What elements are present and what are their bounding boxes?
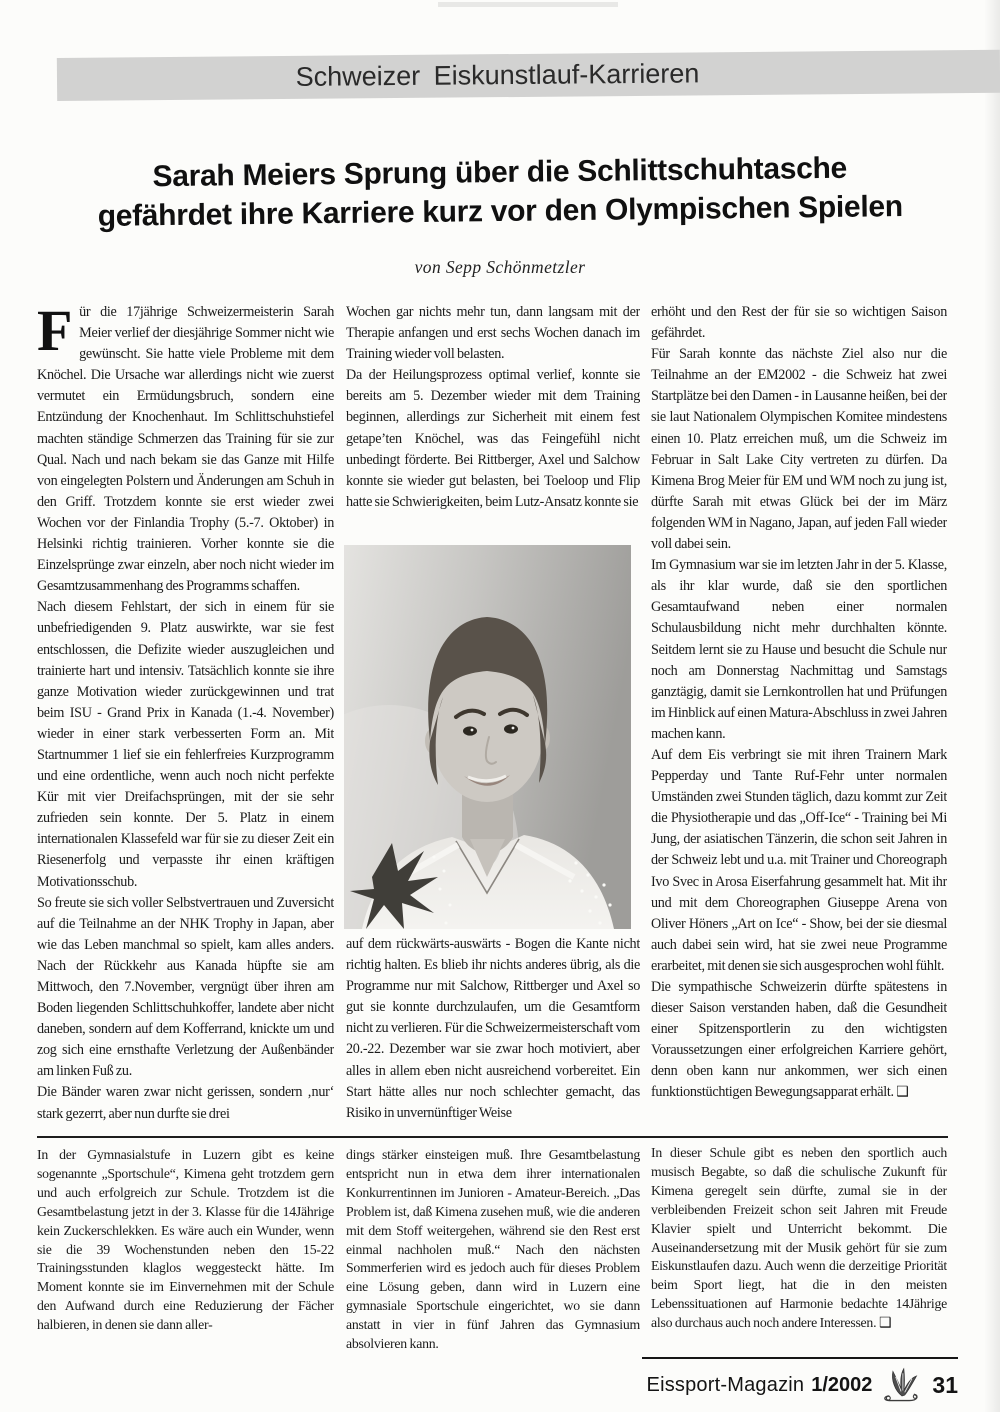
byline: von Sepp Schönmetzler: [414, 257, 586, 277]
page-number: 31: [932, 1371, 958, 1398]
portrait-illustration: [344, 545, 631, 929]
article-headline: [0, 147, 1000, 237]
paragraph: So freute sie sich voller Selbstvertrauen und Zuversicht auf die Teilnahme an der NHK Trophy in Japan, aber wie das Leben manchmal so spielt, kam alles anders. Nach der Rückkehr aus Kanada hüpfte sie am Mittwoch, den 7.November, vergnügt über ihren am Boden liegenden Schlittschuhkoffer, landete aber nicht daneben, sondern auf dem Kofferrand, knickte um und zog sich eine ernsthafte Verletzung der Außenbänder am linken Fuß zu.: [37, 894, 334, 1080]
paragraph: Auf dem Eis verbringt sie mit ihren Trainern Mark Pepperday und Tante Ruf-Fehr unter normalen Umständen zwei Stunden täglich, dazu kommt zur Zeit die Physiotherapie und das „Off-Ice“ - Training bei Mi Jung, der asiatischen Tänzerin, die schon seit Jahren in der Schweiz lebt und u.a. mit Trainer und Choreograph Ivo Svec in Arosa Eiserfahrung gesammelt hat. Mit ihr und mit dem Choreographen Giuseppe Arena von Oliver Höners „Art on Ice“ - Show, bei der sie diesmal auch dabei sein wird, hat sie zwei neue Programme erarbeitet, mit denen sie sich ausgesprochen wohl fühlt.: [651, 746, 947, 974]
paragraph: Im Gymnasium war sie im letzten Jahr in der 5. Klasse, als ihr klar wurde, daß sie den sportlichen Gesamtaufwand neben einer normalen Schulausbildung nicht mehr durchhalten könnte. Seitdem lernt sie zu Hause und besucht die Schule nur noch am Donnerstag Nachmittag und Samstags ganztägig, damit sie Lernkontrollen hat und Prüfungen im Hinblick auf einen Matura-Abschluss in zwei Jahren machen kann.: [651, 557, 947, 742]
paragraph: Die sympathische Schweizerin dürfte spätestens in dieser Saison verstanden haben, daß die Gesundheit einer Spitzensportlerin zu den wichtigsten Voraussetzungen einer erfolgreichen Karriere gehört, denn oben kann nur ankommen, wer sich einen funktionstüchtigen Bewegungsapparat erhält. ❑: [651, 979, 947, 1101]
paragraph: Wochen gar nichts mehr tun, dann langsam mit der Therapie anfangen und erst sechs Wochen danach im Training wieder voll belasten.: [346, 304, 640, 363]
scan-artifact: [438, 2, 618, 7]
column-2-below-photo: [346, 934, 640, 1136]
winged-skate-icon: [882, 1366, 922, 1404]
issue-number: 1/2002: [811, 1373, 873, 1396]
paragraph: In der Gymnasialstufe in Luzern gibt es keine sogenannte „Sportschule“, Kimena geht trotzdem gern und auch erfolgreich zur Schule. Trotzdem ist die Gesamtbelastung jetzt in der 3. Klasse für die 14Jährige kein Zuckerschlekken. Es wäre auch ein Wunder, wenn sie die 39 Wochenstunden neben den 15-22 Trainingsstunden klaglos weggesteckt hätte. Im Moment konnte sie im Einvernehmen mit der Schule den Aufwand durch eine Reduzierung der Fächer halbieren, in denen sie dann aller-: [37, 1147, 334, 1333]
section-divider-rule: [37, 1136, 948, 1138]
column-2-above-photo: [346, 302, 640, 542]
paragraph: [37, 302, 334, 597]
magazine-name: Eissport-Magazin: [646, 1373, 805, 1396]
paragraph: Da der Heilungsprozess optimal verlief, konnte sie bereits am 5. Dezember wieder mit dem Training beginnen, allerdings zur Sicherheit mit einem fest getape’ten Knöchel, was das Feingefühl nicht unbedingt förderte. Bei Rittberger, Axel und Salchow konnte sie wieder gut belasten, bei Toeloop und Flip hatte sie Schwierigkeiten, beim Lutz-Ansatz konnte sie: [346, 367, 640, 510]
paragraph: dings stärker einsteigen muß. Ihre Gesamtbelastung entspricht nun in etwa dem ihrer internationalen Konkurrentinnen im Junioren - Amateur-Bereich. „Das Problem ist, daß Kimena zusehen muß, wie die anderen mit dem Stoff weitergehen, während sie den Rest erst einmal nachholen muß.“ Nach den nächsten Sommerferien wird es jedoch auch für dieses Problem eine Lösung geben, dann wird in Luzern eine gymnasiale Sportschule eingerichtet, wo sie dann anstatt in vier in fünf Jahren das Gymnasium absolvieren kann.: [346, 1147, 640, 1352]
column-3: [651, 302, 947, 1138]
drop-cap: F: [37, 302, 73, 363]
headline-line-1: Sarah Meiers Sprung über die Schlittschuhtasche: [152, 151, 848, 194]
paragraph-text: ür die 17jährige Schweizermeisterin Sarah Meier verlief der diesjährige Sommer nicht wie gewünscht. Sie hatte viele Probleme mit dem Knöchel. Die Ursache war allerdings nicht wie zuerst vermutet ein Ermüdungsbruch, sondern eine Entzündung der Knochenhaut. Im Schlittschuhstiefel machten ständige Schmerzen das Training für sie zur Qual. Nach und nach bekam sie das Ganze mit Hilfe von eingelegten Polstern und Änderungen am Schuh in den Griff. Trotzdem konnte sie erst wieder zwei Wochen vor der Finlandia Trophy (5.-7. Oktober) in Helsinki richtig trainieren. Vorher konnte sie die Einzelsprünge zwar einzeln, aber noch nicht wieder im Gesamtzusammenhang des Programms schaffen.: [37, 304, 334, 595]
headline-line-2: gefährdet ihre Karriere kurz vor den Olympischen Spielen: [97, 190, 903, 233]
paragraph: Nach diesem Fehlstart, der sich in einem für sie unbefriedigenden 9. Platz auswirkte, war sie fest entschlossen, die Defizite wieder auszugleichen und trainierte hart und intensiv. Tatsächlich konnte sie ihre ganze Motivation wieder zurückgewinnen und trat beim ISU - Grand Prix in Kanada (1.-4. November) wieder in einer stark verbesserten Form an. Mit Startnummer 1 lief sie ein fehlerfreies Kurzprogramm und eine ordentliche, wenn auch noch nicht perfekte Kür mit vier Dreifachsprüngen, mit der sie sehr zufrieden sein konnte. Der 5. Platz in einem internationalen Klassefeld war für sie zu dieser Zeit ein Riesenerfolg und verpasste ihr einen kräftigen Motivationsschub.: [37, 599, 334, 890]
paragraph: In dieser Schule gibt es neben den sportlich auch musisch Begabte, so daß die schulische Zukunft für Kimena geregelt sein dürfte, zumal sie in der verbleibenden Freizeit schon seit Jahren mit Freude Klavier spielt und Unterricht bekommt. Die Auseinandersetzung mit der Musik gehört für sie zum Eiskunstlaufen dazu. Auch wenn die derzeitige Priorität beim Sport liegt, hat die in den meisten Lebenssituationen auf Harmonie bedachte 14Jährige also durchaus auch noch andere Interessen. ❑: [651, 1145, 947, 1331]
paragraph: erhöht und den Rest der für sie so wichtigen Saison gefährdet.: [651, 304, 947, 342]
page-footer: [642, 1366, 958, 1404]
paragraph: Die Bänder waren zwar nicht gerissen, sondern ‚nur‘ stark gezerrt, aber nun durfte sie drei: [37, 1084, 334, 1122]
sidebar-column-2: [346, 1146, 640, 1396]
sarah-meier-photo: [344, 545, 631, 929]
sidebar-column-3: [651, 1144, 947, 1356]
column-1: [37, 302, 334, 1138]
paragraph: auf dem rückwärts-auswärts - Bogen die Kante nicht richtig halten. Es blieb ihr nichts anderes übrig, als die Programme nur mit Salchow, Rittberger und Axel so gut sie konnte durchzulaufen, um die Gesamtform nicht zu verlieren. Für die Schweizermeisterschaft vom 20.-22. Dezember war sie zwar hoch motiviert, aber alles in allem eben nicht ausreichend vorbereitet. Ein Start hätte alles nur noch schlechter gemacht, das Risiko in unvernünftiger Weise: [346, 936, 640, 1121]
paragraph: Für Sarah konnte das nächste Ziel also nur die Teilnahme an der EM2002 - die Schweiz hat zwei Startplätze bei den Damen - in Lausanne heißen, bei der sie laut Nationalem Olympischen Komitee mindestens einen 10. Platz erreichen muß, um die Schweiz im Februar in Salt Lake City vertreten zu dürfen. Da Kimena Brog Meier für EM und WM noch zu jung ist, dürfte Sarah mit etwas Glück bei der im März folgenden WM in Nagano, Japan, auf jeden Fall wieder voll dabei sein.: [651, 346, 947, 553]
sidebar-column-1: [37, 1146, 334, 1396]
section-banner: [57, 50, 1000, 101]
footer-rule: [642, 1357, 958, 1359]
banner-title: Schweizer Eiskunstlauf-Karrieren: [295, 58, 700, 92]
